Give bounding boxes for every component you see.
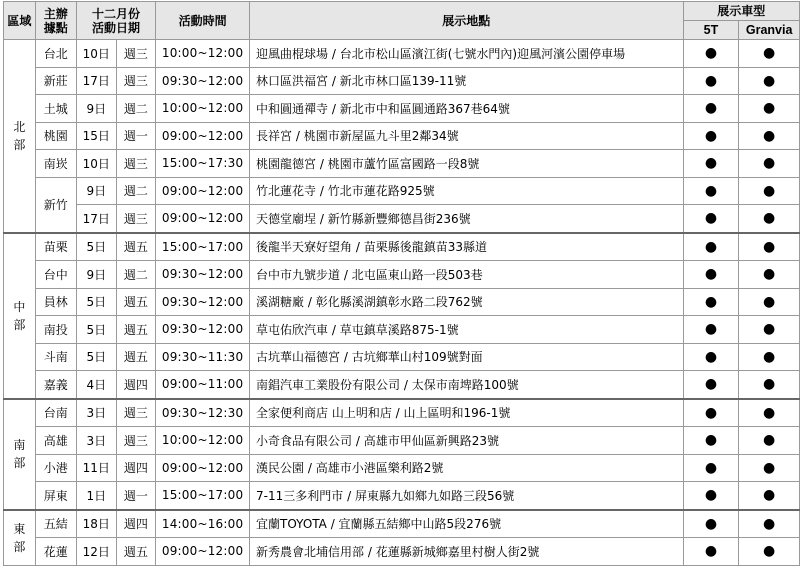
day-cell: 10日: [76, 150, 116, 178]
model-granvia-dot-cell: [739, 371, 800, 399]
weekday-cell: 週五: [116, 538, 155, 566]
host-cell: 桃園: [35, 122, 76, 150]
model-granvia-dot-cell: [739, 150, 800, 178]
header-host-line2: 據點: [43, 20, 68, 35]
host-cell: 五結: [35, 510, 76, 538]
location-cell: 桃園龍德宮 / 桃園市蘆竹區富國路一段8號: [250, 150, 684, 178]
time-cell: 15:00~17:00: [156, 482, 250, 510]
time-cell: 09:30~12:00: [156, 288, 250, 316]
weekday-cell: 週五: [116, 233, 155, 261]
schedule-table: [3, 1, 800, 566]
host-cell: 花蓮: [35, 538, 76, 566]
time-cell: 09:00~11:00: [156, 371, 250, 399]
table-row: [4, 399, 800, 427]
time-cell: 09:00~12:00: [156, 122, 250, 150]
header-model-5t: 5T: [683, 21, 739, 40]
time-cell: 09:30~12:30: [156, 399, 250, 427]
model-granvia-dot-cell: [739, 288, 800, 316]
model-5t-dot-cell: [683, 482, 739, 510]
table-row: [4, 482, 800, 510]
model-5t-dot-icon: ●: [704, 487, 718, 504]
model-5t-dot-icon: ●: [704, 182, 718, 199]
weekday-cell: 週一: [116, 122, 155, 150]
model-granvia-dot-icon: ●: [763, 459, 776, 476]
model-5t-dot-icon: ●: [704, 210, 718, 227]
model-granvia-dot-icon: ●: [763, 72, 776, 89]
time-cell: 09:30~12:00: [156, 261, 250, 289]
weekday-cell: 週三: [116, 40, 155, 68]
day-cell: 5日: [76, 343, 116, 371]
region-label: 北部: [13, 119, 26, 152]
table-row: [4, 177, 800, 205]
model-granvia-dot-cell: [739, 95, 800, 123]
model-5t-dot-icon: ●: [704, 543, 718, 560]
time-cell: 14:00~16:00: [156, 510, 250, 538]
model-granvia-dot-icon: ●: [763, 266, 776, 283]
model-granvia-dot-cell: [739, 205, 800, 233]
location-cell: 宜蘭TOYOTA / 宜蘭縣五結鄉中山路5段276號: [250, 510, 684, 538]
model-granvia-dot-icon: ●: [763, 404, 776, 421]
model-5t-dot-cell: [683, 288, 739, 316]
region-cell: [4, 510, 36, 566]
table-row: [4, 288, 800, 316]
host-cell: 小港: [35, 454, 76, 482]
table-row: [4, 454, 800, 482]
model-granvia-dot-icon: ●: [763, 376, 776, 393]
header-region: 區域: [4, 2, 36, 40]
location-cell: 古坑華山福德宮 / 古坑鄉華山村109號對面: [250, 343, 684, 371]
model-granvia-dot-icon: ●: [763, 321, 776, 338]
time-cell: 09:00~12:00: [156, 538, 250, 566]
schedule-body: [4, 40, 800, 566]
model-granvia-dot-icon: ●: [763, 348, 776, 365]
time-cell: 15:00~17:00: [156, 233, 250, 261]
table-row: [4, 343, 800, 371]
header-date-line1: 十二月份: [91, 6, 140, 21]
location-cell: 中和圓通禪寺 / 新北市中和區圓通路367巷64號: [250, 95, 684, 123]
location-cell: 7-11三多利門市 / 屏東縣九如鄉九如路三段56號: [250, 482, 684, 510]
model-granvia-dot-cell: [739, 343, 800, 371]
weekday-cell: 週五: [116, 288, 155, 316]
model-5t-dot-icon: ●: [704, 72, 718, 89]
region-cell: [4, 399, 36, 510]
model-5t-dot-icon: ●: [704, 432, 718, 449]
table-row: [4, 316, 800, 344]
model-granvia-dot-cell: [739, 233, 800, 261]
model-granvia-dot-cell: [739, 67, 800, 95]
day-cell: 9日: [76, 177, 116, 205]
location-cell: 漢民公園 / 高雄市小港區樂利路2號: [250, 454, 684, 482]
model-granvia-dot-cell: [739, 454, 800, 482]
model-5t-dot-icon: ●: [704, 127, 718, 144]
table-row: [4, 233, 800, 261]
header-host-line1: 主辦: [43, 6, 68, 21]
location-cell: 南錩汽車工業股份有限公司 / 太保市南埤路100號: [250, 371, 684, 399]
model-5t-dot-cell: [683, 316, 739, 344]
model-granvia-dot-cell: [739, 40, 800, 68]
day-cell: 5日: [76, 233, 116, 261]
day-cell: 9日: [76, 95, 116, 123]
model-5t-dot-icon: ●: [704, 348, 718, 365]
model-5t-dot-cell: [683, 67, 739, 95]
time-cell: 10:00~12:00: [156, 95, 250, 123]
model-granvia-dot-cell: [739, 261, 800, 289]
header-location: 展示地點: [250, 2, 684, 40]
table-row: [4, 67, 800, 95]
time-cell: 09:00~12:00: [156, 205, 250, 233]
model-5t-dot-icon: ●: [704, 100, 718, 117]
model-granvia-dot-icon: ●: [763, 515, 776, 532]
table-row: [4, 95, 800, 123]
day-cell: 3日: [76, 427, 116, 455]
day-cell: 12日: [76, 538, 116, 566]
weekday-cell: 週四: [116, 454, 155, 482]
header-date: [76, 2, 155, 40]
host-cell: 台南: [35, 399, 76, 427]
header-date-line2: 活動日期: [91, 20, 140, 35]
model-5t-dot-cell: [683, 510, 739, 538]
weekday-cell: 週二: [116, 177, 155, 205]
model-5t-dot-cell: [683, 177, 739, 205]
day-cell: 15日: [76, 122, 116, 150]
model-granvia-dot-icon: ●: [763, 210, 776, 227]
weekday-cell: 週二: [116, 95, 155, 123]
location-cell: 全家便利商店 山上明和店 / 山上區明和196-1號: [250, 399, 684, 427]
model-5t-dot-cell: [683, 371, 739, 399]
model-5t-dot-icon: ●: [704, 321, 718, 338]
location-cell: 台中市九號步道 / 北屯區東山路一段503巷: [250, 261, 684, 289]
table-row: [4, 150, 800, 178]
host-cell: 土城: [35, 95, 76, 123]
host-cell: 屏東: [35, 482, 76, 510]
weekday-cell: 週三: [116, 427, 155, 455]
table-row: [4, 261, 800, 289]
weekday-cell: 週五: [116, 343, 155, 371]
day-cell: 17日: [76, 205, 116, 233]
model-granvia-dot-cell: [739, 427, 800, 455]
model-granvia-dot-cell: [739, 482, 800, 510]
host-cell: 新莊: [35, 67, 76, 95]
day-cell: 5日: [76, 316, 116, 344]
model-5t-dot-cell: [683, 538, 739, 566]
host-cell: 台北: [35, 40, 76, 68]
model-5t-dot-cell: [683, 95, 739, 123]
weekday-cell: 週三: [116, 399, 155, 427]
model-5t-dot-cell: [683, 122, 739, 150]
host-cell: 高雄: [35, 427, 76, 455]
location-cell: 草屯佑欣汽車 / 草屯鎮草溪路875-1號: [250, 316, 684, 344]
model-granvia-dot-icon: ●: [763, 487, 776, 504]
time-cell: 09:00~12:00: [156, 454, 250, 482]
model-5t-dot-icon: ●: [704, 45, 718, 62]
time-cell: 09:00~12:00: [156, 177, 250, 205]
location-cell: 小奇食品有限公司 / 高雄市甲仙區新興路23號: [250, 427, 684, 455]
time-cell: 09:30~12:00: [156, 67, 250, 95]
model-5t-dot-cell: [683, 261, 739, 289]
model-5t-dot-cell: [683, 205, 739, 233]
day-cell: 9日: [76, 261, 116, 289]
schedule-table-container: [3, 1, 800, 566]
model-granvia-dot-cell: [739, 399, 800, 427]
day-cell: 4日: [76, 371, 116, 399]
day-cell: 18日: [76, 510, 116, 538]
region-label: 中部: [13, 299, 26, 332]
region-label: 南部: [13, 438, 26, 470]
day-cell: 3日: [76, 399, 116, 427]
model-5t-dot-icon: ●: [704, 376, 718, 393]
model-granvia-dot-cell: [739, 510, 800, 538]
weekday-cell: 週四: [116, 371, 155, 399]
model-5t-dot-icon: ●: [704, 404, 718, 421]
model-5t-dot-cell: [683, 150, 739, 178]
host-cell: 台中: [35, 261, 76, 289]
model-5t-dot-cell: [683, 399, 739, 427]
region-label: 東部: [13, 521, 26, 554]
model-5t-dot-cell: [683, 233, 739, 261]
location-cell: 迎風曲棍球場 / 台北市松山區濱江街(七號水門內)迎風河濱公園停車場: [250, 40, 684, 68]
day-cell: 17日: [76, 67, 116, 95]
model-5t-dot-cell: [683, 40, 739, 68]
model-granvia-dot-icon: ●: [763, 293, 776, 310]
host-cell: 南崁: [35, 150, 76, 178]
model-5t-dot-cell: [683, 427, 739, 455]
model-5t-dot-icon: ●: [704, 515, 718, 532]
model-granvia-dot-cell: [739, 177, 800, 205]
header-time: 活動時間: [156, 2, 250, 40]
day-cell: 11日: [76, 454, 116, 482]
model-granvia-dot-cell: [739, 122, 800, 150]
time-cell: 10:00~12:00: [156, 427, 250, 455]
weekday-cell: 週四: [116, 510, 155, 538]
model-5t-dot-cell: [683, 343, 739, 371]
header-model-granvia: Granvia: [739, 21, 800, 40]
time-cell: 10:00~12:00: [156, 40, 250, 68]
location-cell: 林口區洪福宮 / 新北市林口區139-11號: [250, 67, 684, 95]
model-granvia-dot-icon: ●: [763, 100, 776, 117]
model-granvia-dot-icon: ●: [763, 432, 776, 449]
weekday-cell: 週三: [116, 150, 155, 178]
day-cell: 1日: [76, 482, 116, 510]
region-cell: [4, 233, 36, 399]
host-cell: 南投: [35, 316, 76, 344]
header-host: [35, 2, 76, 40]
model-5t-dot-icon: ●: [704, 266, 718, 283]
weekday-cell: 週一: [116, 482, 155, 510]
model-granvia-dot-icon: ●: [763, 155, 776, 172]
day-cell: 5日: [76, 288, 116, 316]
location-cell: 後龍半天寮好望角 / 苗栗縣後龍鎮苗33縣道: [250, 233, 684, 261]
model-granvia-dot-cell: [739, 316, 800, 344]
model-5t-dot-cell: [683, 454, 739, 482]
header-models: 展示車型: [683, 2, 799, 21]
model-granvia-dot-icon: ●: [763, 127, 776, 144]
model-5t-dot-icon: ●: [704, 238, 718, 255]
time-cell: 15:00~17:30: [156, 150, 250, 178]
weekday-cell: 週五: [116, 316, 155, 344]
model-5t-dot-icon: ●: [704, 293, 718, 310]
table-row: [4, 371, 800, 399]
model-granvia-dot-icon: ●: [763, 238, 776, 255]
location-cell: 長祥宮 / 桃園市新屋區九斗里2鄰34號: [250, 122, 684, 150]
location-cell: 竹北蓮花寺 / 竹北市蓮花路925號: [250, 177, 684, 205]
model-5t-dot-icon: ●: [704, 459, 718, 476]
weekday-cell: 週二: [116, 261, 155, 289]
time-cell: 09:30~11:30: [156, 343, 250, 371]
weekday-cell: 週三: [116, 205, 155, 233]
weekday-cell: 週三: [116, 67, 155, 95]
model-granvia-dot-icon: ●: [763, 182, 776, 199]
day-cell: 10日: [76, 40, 116, 68]
time-cell: 09:30~12:00: [156, 316, 250, 344]
host-cell: 嘉義: [35, 371, 76, 399]
table-row: [4, 427, 800, 455]
model-granvia-dot-icon: ●: [763, 543, 776, 560]
model-5t-dot-icon: ●: [704, 155, 718, 172]
host-cell: 苗栗: [35, 233, 76, 261]
host-cell: 員林: [35, 288, 76, 316]
location-cell: 溪湖糖廠 / 彰化縣溪湖鎮彰水路二段762號: [250, 288, 684, 316]
host-cell: 新竹: [35, 177, 76, 233]
table-row: [4, 538, 800, 566]
table-row: [4, 122, 800, 150]
model-granvia-dot-cell: [739, 538, 800, 566]
model-granvia-dot-icon: ●: [763, 45, 776, 62]
region-cell: [4, 40, 36, 233]
table-row: [4, 40, 800, 68]
table-row: [4, 510, 800, 538]
host-cell: 斗南: [35, 343, 76, 371]
table-row: [4, 205, 800, 233]
location-cell: 新秀農會北埔信用部 / 花蓮縣新城鄉嘉里村樹人街2號: [250, 538, 684, 566]
location-cell: 天德堂廟埕 / 新竹縣新豐鄉德昌街236號: [250, 205, 684, 233]
